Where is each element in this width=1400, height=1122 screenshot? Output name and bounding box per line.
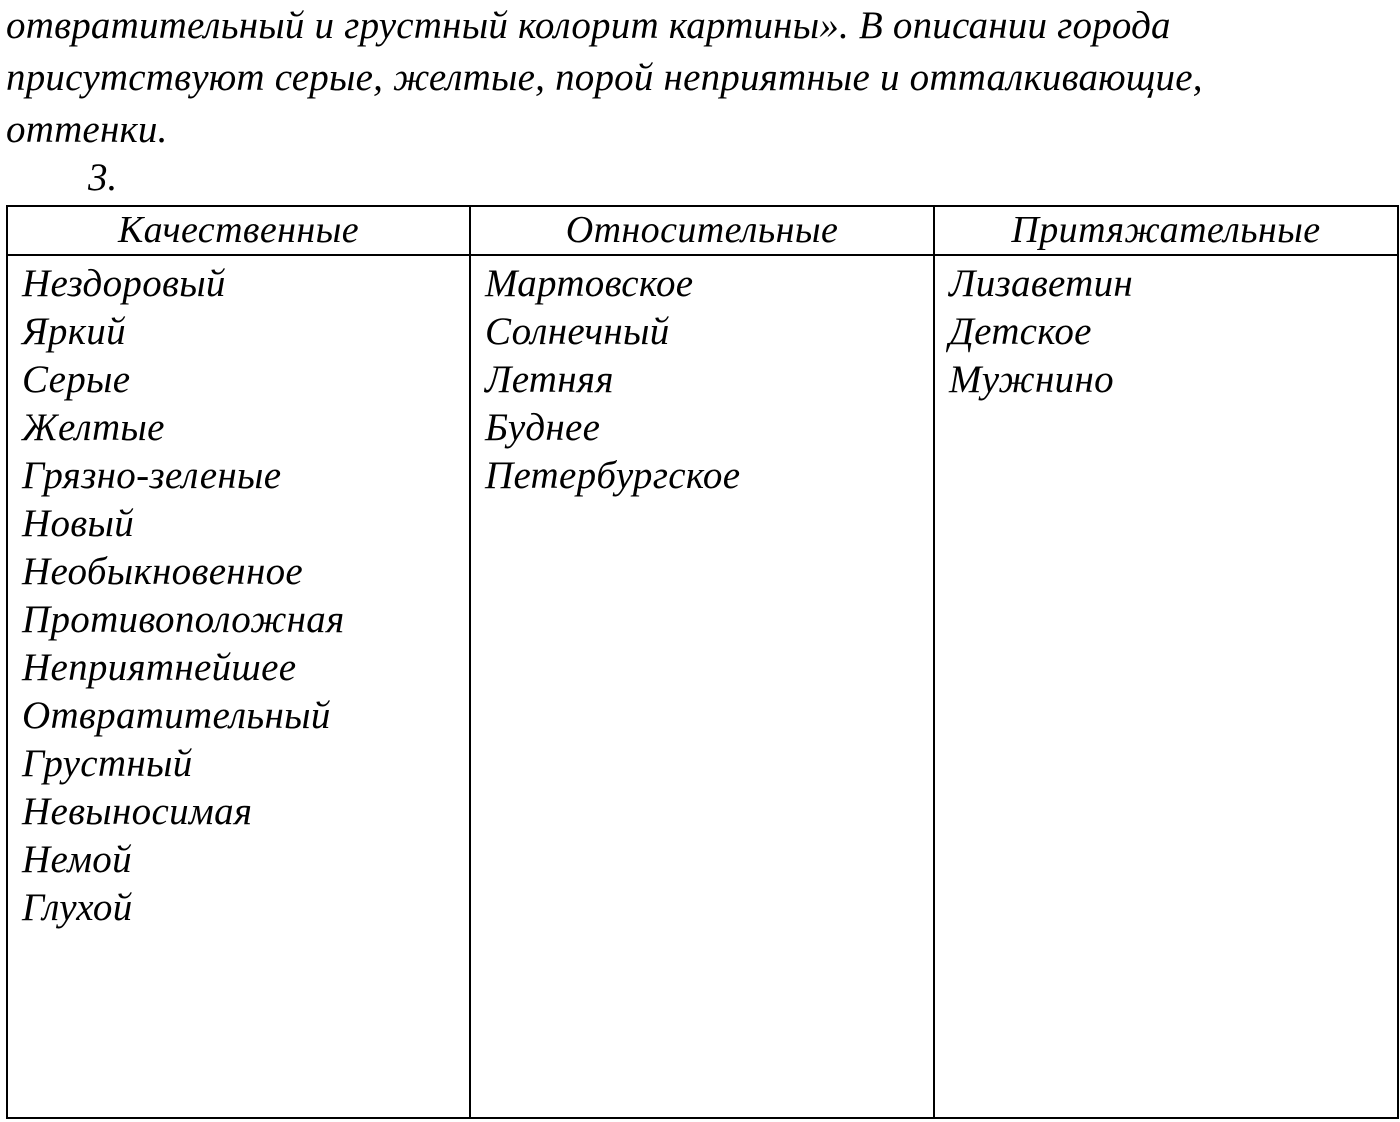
list-item: Лизаветин: [949, 262, 1134, 305]
adjectives-table: [6, 205, 1399, 1119]
list-item: Немой: [22, 838, 132, 881]
list-item: Мартовское: [485, 262, 694, 305]
list-item: Грязно-зеленые: [22, 454, 282, 497]
intro-line: оттенки.: [6, 108, 168, 151]
header-possessive: Притяжательные: [934, 206, 1398, 255]
list-item: Летняя: [485, 358, 614, 401]
list-item: Яркий: [22, 310, 126, 353]
table-row: [7, 255, 1398, 1118]
column-qualitative: [7, 255, 470, 1118]
list-item: Петербургское: [485, 454, 741, 497]
list-item: Мужнино: [949, 358, 1114, 401]
intro-paragraph: [6, 0, 1391, 156]
word-list: [22, 260, 469, 932]
list-item: Серые: [22, 358, 131, 401]
list-item: Грустный: [22, 742, 193, 785]
header-qualitative: Качественные: [7, 206, 470, 255]
intro-line: отвратительный и грустный колорит картины». В описании города: [6, 4, 1171, 47]
list-item: Отвратительный: [22, 694, 331, 737]
list-item: Буднее: [485, 406, 601, 449]
column-possessive: [934, 255, 1398, 1118]
list-item: Солнечный: [485, 310, 670, 353]
table-header-row: [7, 206, 1398, 255]
item-number: 3.: [88, 156, 118, 199]
list-item: Новый: [22, 502, 135, 545]
list-item: Необыкновенное: [22, 550, 304, 593]
word-list: [949, 260, 1397, 404]
list-item: Желтые: [22, 406, 165, 449]
header-relative: Относительные: [470, 206, 934, 255]
list-item: Невыносимая: [22, 790, 253, 833]
intro-line: присутствуют серые, желтые, порой неприятные и отталкивающие,: [6, 56, 1203, 99]
column-relative: [470, 255, 934, 1118]
list-item: Неприятнейшее: [22, 646, 297, 689]
word-list: [485, 260, 933, 500]
list-item: Противоположная: [22, 598, 345, 641]
list-item: Нездоровый: [22, 262, 226, 305]
list-item: Глухой: [22, 886, 133, 929]
list-item: Детское: [949, 310, 1092, 353]
